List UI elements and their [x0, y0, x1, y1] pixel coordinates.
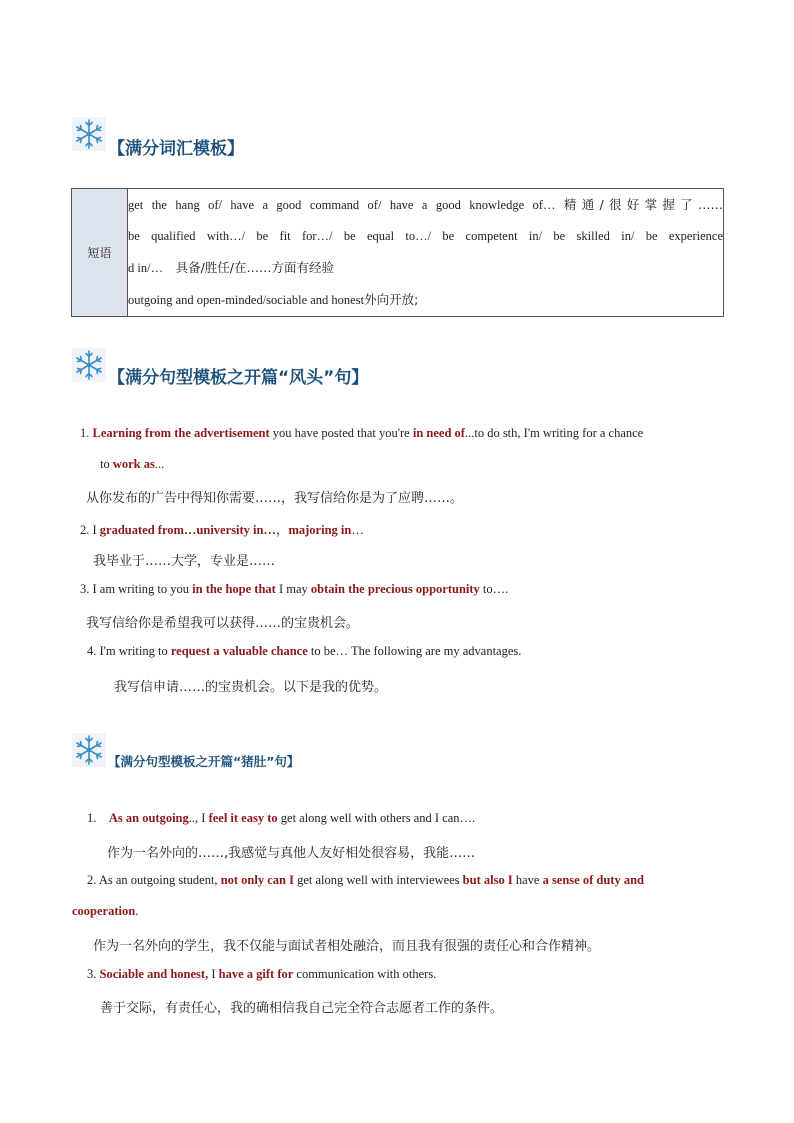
- sentence-translation-1: 从你发布的广告中得知你需要……，我写信给你是为了应聘……。: [86, 491, 464, 506]
- sentence-translation-3: 我写信给你是希望我可以获得……的宝贵机会。: [86, 616, 360, 631]
- sentence-item-1-cont: to work as...: [100, 457, 165, 471]
- body-translation-3: 善于交际，有责任心，我的确相信我自己完全符合志愿者工作的条件。: [100, 1001, 504, 1016]
- vocab-table: [71, 188, 724, 317]
- snowflake-icon: [72, 117, 106, 151]
- sentence-item-4: 4. I'm writing to request a valuable chance to be… The following are my advantages.: [87, 644, 522, 658]
- body-sentence-heading: 【满分句型模板之开篇“猪肚”句】: [108, 754, 300, 769]
- vocab-template-heading: 【满分词汇模板】: [108, 139, 244, 159]
- body-item-3: 3. Sociable and honest, I have a gift for communication with others.: [87, 967, 437, 981]
- body-translation-1: 作为一名外向的……,我感觉与真他人友好相处很容易，我能……: [107, 846, 476, 861]
- phrase-content: [128, 189, 724, 317]
- sentence-translation-2: 我毕业于……大学，专业是……: [93, 554, 276, 569]
- phrase-line-1: get the hang of/ have a good command of/ have a good knowledge of… 精通/很好掌握了……: [128, 197, 723, 212]
- body-item-2: 2. As an outgoing student, not only can I get along well with interviewees but also I have a sense of duty and: [87, 873, 644, 887]
- sentence-item-2: 2. I graduated from…university in…，majoring in…: [80, 523, 364, 537]
- sentence-item-1: 1. Learning from the advertisement you have posted that you're in need of...to do sth, I'm writing for a chance: [80, 426, 644, 440]
- snowflake-icon: [72, 733, 106, 767]
- snowflake-icon: [72, 348, 106, 382]
- sentence-translation-4: 我写信申请……的宝贵机会。以下是我的优势。: [114, 680, 388, 695]
- phrase-line-4: outgoing and open-minded/sociable and honest外向开放;: [128, 292, 419, 307]
- phrase-label: 短语: [72, 189, 128, 317]
- body-item-2-cont: cooperation.: [72, 904, 139, 918]
- phrase-line-2: be qualified with…/ be fit for…/ be equal to…/ be competent in/ be skilled in/ be experience: [128, 229, 723, 243]
- sentence-item-3: 3. I am writing to you in the hope that I may obtain the precious opportunity to….: [80, 582, 509, 596]
- body-item-1: 1. As an outgoing.., I feel it easy to get along well with others and I can….: [87, 811, 476, 825]
- body-translation-2: 作为一名外向的学生，我不仅能与面试者相处融洽，而且我有很强的责任心和合作精神。: [93, 939, 601, 954]
- phrase-line-3: d in/… 具备/胜任/在……方面有经验: [128, 260, 335, 275]
- opening-sentence-heading: 【满分句型模板之开篇“风头”句】: [108, 368, 369, 388]
